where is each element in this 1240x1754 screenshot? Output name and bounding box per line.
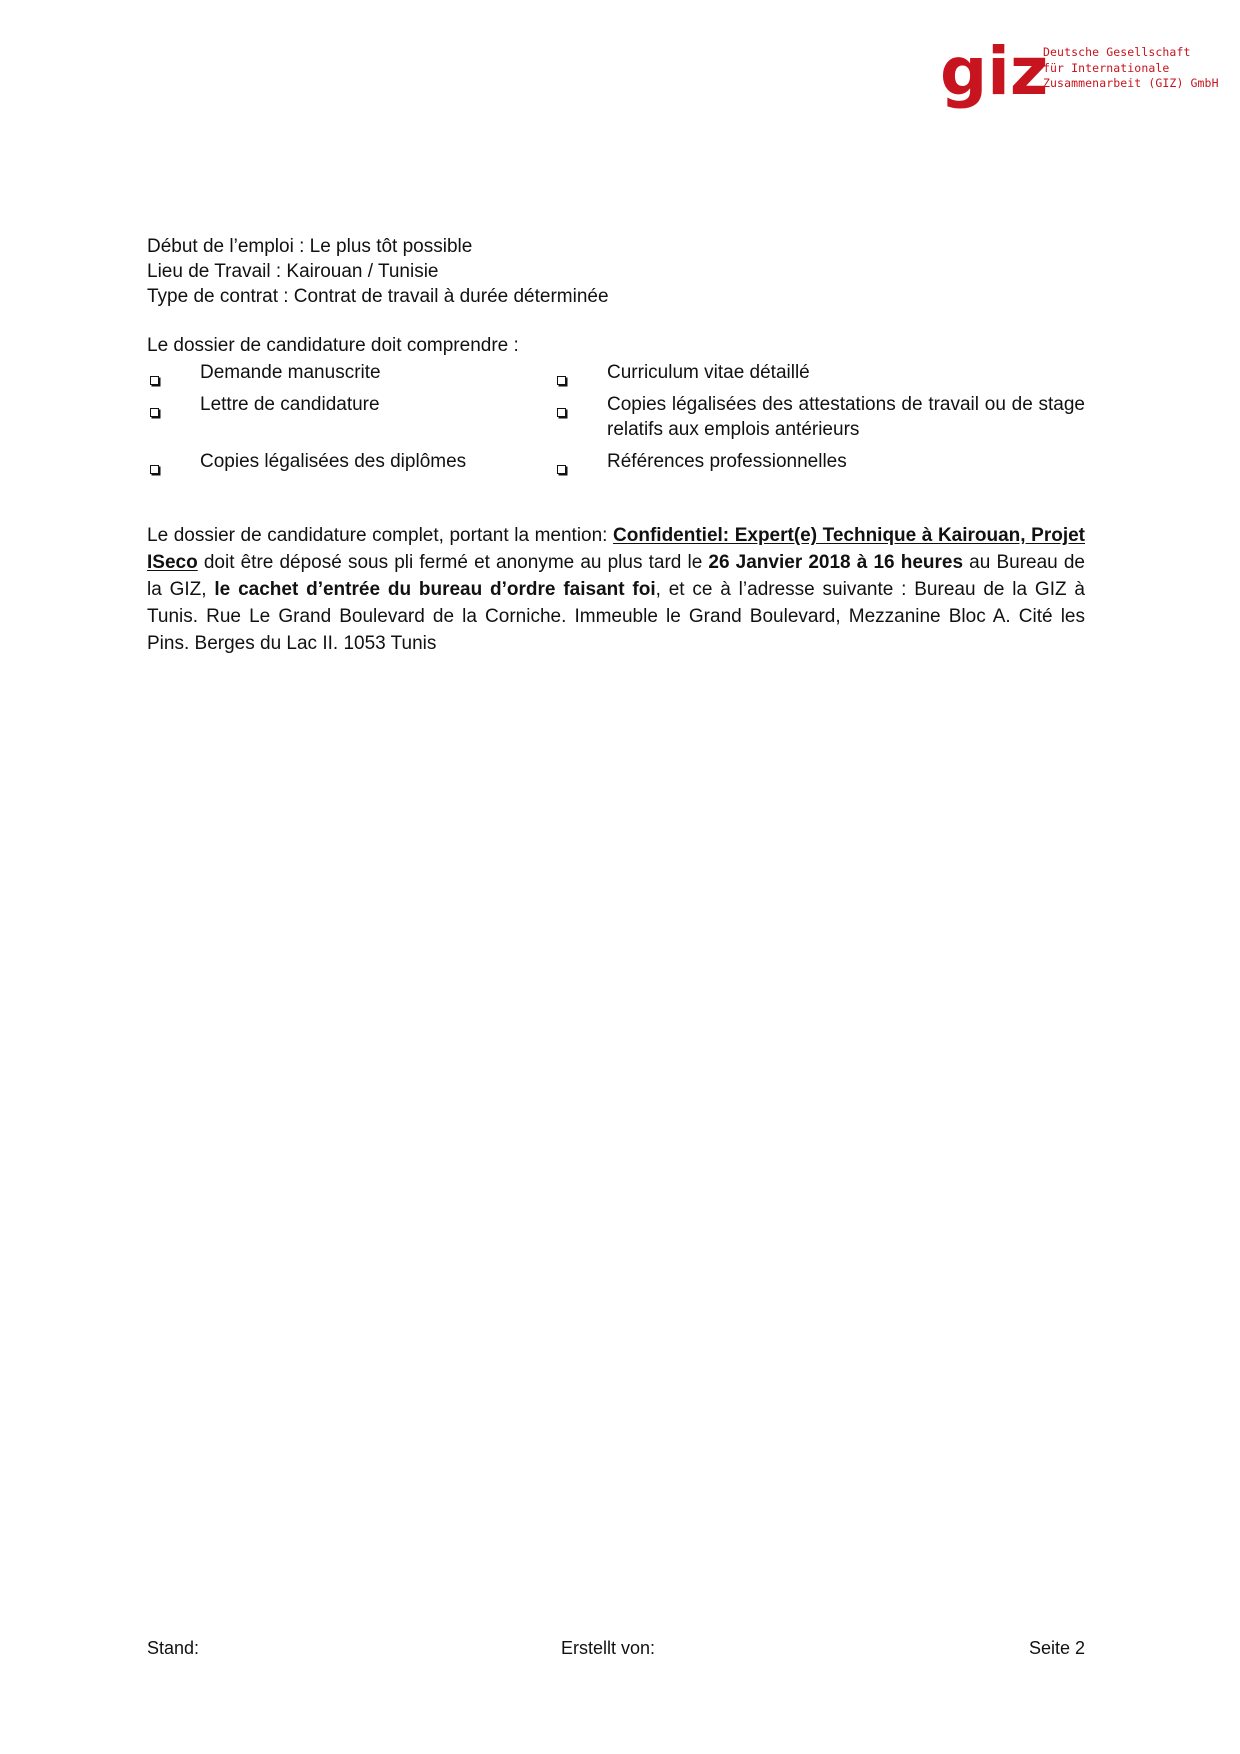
requirement-label: Lettre de candidature <box>200 394 380 415</box>
list-item <box>147 392 1085 449</box>
submission-text: au Bureau de la GIZ, <box>147 552 1085 600</box>
requirement-label: Références professionnelles <box>607 451 847 472</box>
footer-created-by: Erstellt von: <box>561 1638 656 1658</box>
contract-type-line: Type de contrat : Contrat de travail à durée déterminée <box>147 286 609 307</box>
checkbox-bullet-icon <box>150 376 159 385</box>
requirement-label: Copies légalisées des attestations de travail ou de stage relatifs aux emplois antérieurs <box>607 394 1085 440</box>
submission-paragraph <box>147 522 1085 657</box>
dossier-intro: Le dossier de candidature doit comprendre : <box>147 335 519 356</box>
job-location-line: Lieu de Travail : Kairouan / Tunisie <box>147 261 439 282</box>
job-start-line: Début de l’emploi : Le plus tôt possible <box>147 236 473 257</box>
footer-page-number: Seite 2 <box>1028 1638 1085 1658</box>
requirement-label: Demande manuscrite <box>200 362 381 383</box>
list-item <box>147 449 1085 481</box>
checkbox-bullet-icon <box>557 408 566 417</box>
checkbox-bullet-icon <box>557 376 566 385</box>
submission-text: doit être déposé sous pli fermé et anonyme au plus tard le <box>197 552 709 573</box>
submission-text: Le dossier de candidature complet, portant la mention: <box>147 525 614 546</box>
submission-address: , et ce à l’adresse suivante : Bureau de la GIZ à Tunis. Rue Le Grand Boulevard de la Corniche. Immeuble le Grand Boulevard, Mezzanine Bloc A. Cité les Pins. Berges du Lac II. 1053 Tunis <box>147 579 1085 654</box>
requirement-label: Curriculum vitae détaillé <box>607 362 810 383</box>
checkbox-bullet-icon <box>150 465 159 474</box>
submission-deadline: 26 Janvier 2018 à 16 heures <box>708 552 964 573</box>
submission-cachet: le cachet d’entrée du bureau d’ordre faisant foi <box>214 579 656 600</box>
footer-stand: Stand: <box>147 1638 200 1658</box>
giz-logo-mark <box>940 33 1049 115</box>
checkbox-bullet-icon <box>557 465 566 474</box>
document-body <box>147 234 1085 676</box>
requirements-list <box>147 360 1085 481</box>
logo-line-2: für Internationale <box>1043 60 1170 75</box>
page-footer <box>147 1638 1085 1662</box>
checkbox-bullet-icon <box>150 408 159 417</box>
giz-logo-text <box>1043 45 1219 92</box>
requirement-label: Copies légalisées des diplômes <box>200 451 467 472</box>
svg-text:giz: giz <box>940 33 1049 110</box>
list-item <box>147 360 1085 392</box>
logo-line-1: Deutsche Gesellschaft <box>1043 45 1191 59</box>
logo-line-3: Zusammenarbeit (GIZ) GmbH <box>1043 76 1219 90</box>
submission-mention: Confidentiel: Expert(e) Technique à Kairouan, Projet ISeco <box>147 525 1085 573</box>
giz-logo <box>940 33 1230 120</box>
